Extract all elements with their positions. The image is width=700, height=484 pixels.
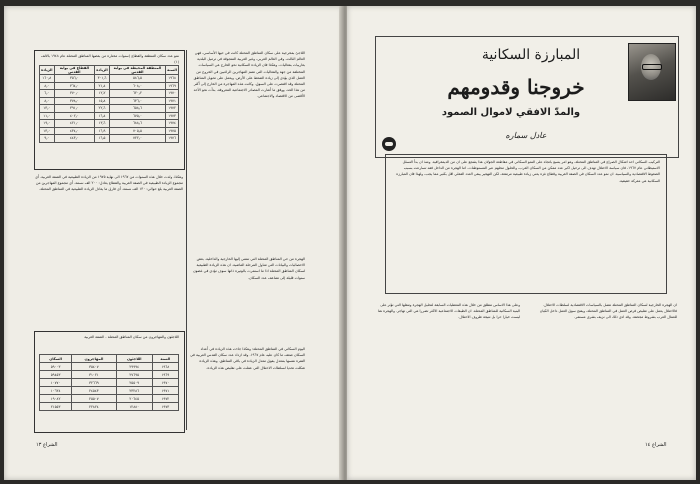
table-cell: ٥٩٤٥٣ xyxy=(40,371,72,379)
table-cell: ٧٠٥٫٥ xyxy=(109,127,165,135)
table-header-cell: الزيادة xyxy=(40,66,55,75)
table-row xyxy=(40,371,179,379)
table-cell: ١٥٫٨ xyxy=(95,97,109,105)
table-cell: ٦٢٠٫٢ xyxy=(109,90,165,98)
table-cell: ٦٥٨٫٦ xyxy=(109,105,165,113)
table-cell: ٤٣٤٫٠ xyxy=(54,127,95,135)
table-cell: ٤٠٢٫٠ xyxy=(54,112,95,120)
table-cell: ٢٤٥٤٣ xyxy=(72,387,117,395)
table-row xyxy=(40,395,179,403)
table-cell: ١١٫٠ xyxy=(40,112,55,120)
table-cell: ٣٢٦٦٩ xyxy=(72,379,117,387)
table-cell: ١٩٧٦ xyxy=(166,135,179,143)
population-table xyxy=(39,65,179,143)
table-cell: ١٦٫٥ xyxy=(95,135,109,143)
article-text-column: اللاجئ بمخرجية على سكان المناطق المحتلة كانت في حيها الأساسي، فهي العالم الثالث، وفي العالم العربي، وغير العربية المتجوقة في ترميل البلدية بغاربيات بفعاليات. وهكذا فان الزيادة السكانية نحو الخارج هي السياسات المختلفة من جهة والفعاليات التي تضم المهاجرين الراغبين في الخروج من العمل الذي يؤدي إلى زيادة الضغط على الأرض. ويعمل على تحويل المناطق المحتلة وقد اقتصرت على السوق. وكانت هذه المهاجرة من الخارج إلى أكثر من هذا الحد، ووفق ما أشارت المصادر الاجتماعية المعروفة، بدأت نحو الأحد الأقصى من الاقتصاد والاجتماعي. xyxy=(193,51,305,99)
table-cell: ٨٫٠ xyxy=(40,97,55,105)
table-header-cell: المهاجرون xyxy=(72,355,117,363)
article-subtitle: والمدّ الافقي لاموال الصمود xyxy=(441,107,581,118)
population-table-box xyxy=(34,50,185,170)
table-cell: ٢٥٥٠٩ xyxy=(116,379,152,387)
table-header-cell: السنة xyxy=(152,355,178,363)
table-row xyxy=(40,105,179,113)
table-header-cell: الزيادة xyxy=(95,66,109,75)
table-cell: ٣٩١٫٠ xyxy=(54,105,95,113)
table-row xyxy=(40,135,179,143)
right-page xyxy=(347,6,696,480)
table-cell: ٦٨٨٫٦ xyxy=(109,120,165,128)
table-header-cell: المنطقة المحيطة في بوابة القدس xyxy=(109,66,165,75)
table-row xyxy=(40,403,179,411)
table-cell: ١٩٧٤ xyxy=(166,120,179,128)
table-cell: ٩٫٠ xyxy=(40,135,55,143)
table-cell: ١٩٧١ xyxy=(166,97,179,105)
column-divider xyxy=(186,50,187,430)
table-cell: ٢١٫٤ xyxy=(95,82,109,90)
table-header-cell: القطاع في بوابة القدس xyxy=(54,66,95,75)
table-cell: ١٣٫٦ xyxy=(95,120,109,128)
table-cell: ١٦٫٩ xyxy=(95,127,109,135)
table-row xyxy=(40,387,179,395)
table-cell: ٢١٥٥٣ xyxy=(40,403,72,411)
table-cell: ١٦٠٫٨ xyxy=(40,75,55,83)
article-text-column: وعلى هذا الاساس تنطلق من خلال هذه المعطيات السابقة لتحليل الهجرة وتنقلها التي تؤثر على البنية السكانية للمناطق المحتلة. ان الطبقات الاجتماعية الاكثر تضررا هي التي تهاجر. والهجرة هنا ليست خيارا حرا بل نتيجة ظروف الاحتلال. xyxy=(377,303,520,320)
table-cell: ٢٢٫٦ xyxy=(95,105,109,113)
table-cell: ١٩٧٢ xyxy=(152,395,178,403)
table-cell: ١٦٫٤ xyxy=(95,112,109,120)
refugees-table xyxy=(39,354,179,411)
table-cell: ٣٥٦٫٠ xyxy=(54,75,95,83)
table-cell: ٦٠٨٫٠ xyxy=(109,82,165,90)
table-cell: ٣٥٤٠٧ xyxy=(72,363,117,371)
table-cell: ١٩٧١ xyxy=(152,387,178,395)
table-cell: ١٩٧٥ xyxy=(166,127,179,135)
table-cell: ١٩٧٠ xyxy=(152,379,178,387)
table-row xyxy=(40,97,179,105)
page-number: الشراع ١٣ xyxy=(36,442,58,448)
table-cell: ١٣٫٠ xyxy=(40,127,55,135)
table-cell: ١٠٧٧٠ xyxy=(40,379,72,387)
table-cell: ٦٫٠ xyxy=(40,90,55,98)
table-row xyxy=(40,379,179,387)
table-row xyxy=(40,112,179,120)
table-row xyxy=(40,363,179,371)
table-cell: ٨٫٠ xyxy=(40,82,55,90)
table-cell: ٦٧٥٫٠ xyxy=(109,112,165,120)
table-cell: ٢٠٦٤٥ xyxy=(116,395,152,403)
page-number: الشراع ١٤ xyxy=(645,442,667,448)
article-intro: التركيب السكاني احد اشكال الصراع في المناطق المحتلة، وهو امر يتسع باتجاه على النمو السكاني في مقاطعة الجولان هذا يشجع على ان من الديمغرافية. ومنذ ان بدأ التسلل الاستيطاني عام ١٩٦٧، فان سياسة الاحتلال تهدف الى ترحيل اكبر عدد ممكن من السكان العرب، والحلول محلهم عبر المستوطنات. اما الهجرة من الداخل فقد تسارعت بسبب الضغوط الاقتصادية والسياسية. ان نمو عدد السكان في الضفة الغربية وقطاع غزة يعني زيادة طبيعية مرتفعة، لكن التهجير يبقي العدد الفعلي اقل بكثير مما يجب، ولهذا فان المبارزة السكانية هي معركة حقيقية. xyxy=(385,154,667,294)
article-text-column: وهكذا، ولدت خلال هذه السنوات من ١٩٦٧ الى نهاية ١٩٧٥ من الزيادة الطبيعية في الضفة الغربية. أي مجموع الزيادة الطبيعية في الضفة الغربية والقطاع يعادل: ٢٠٠ الف نسمة. أي مجموع المهاجرين من الضفة الغربية بلغ حوالي: ١٣٠ الف نسمة. أي فارق ما يعادل الزيادة الطبيعية في المناطق المحتلة. xyxy=(35,175,183,192)
table-cell: ٣١٠٢١ xyxy=(72,371,117,379)
table-cell: ١٩٦٨ xyxy=(166,75,179,83)
table-row xyxy=(40,90,179,98)
article-header xyxy=(375,36,679,158)
table-cell: ١٩٫٠ xyxy=(40,120,55,128)
table-cell: ١٩٦٩ xyxy=(152,371,178,379)
table-cell: ٤٢١٫٠ xyxy=(54,120,95,128)
table-cell: ٢٥٥٠٧ xyxy=(72,395,117,403)
table-cell: ٢٢٨٢٤ xyxy=(72,403,117,411)
table-cell: ٦٣٦٫٠ xyxy=(109,97,165,105)
author-photo xyxy=(628,43,676,101)
table-cell: ١٩٠٨٢ xyxy=(40,395,72,403)
table-cell: ٣٧٠٫٠ xyxy=(54,90,95,98)
table-cell: ١٩٦٨ xyxy=(152,363,178,371)
table-cell: ٢٣٢٨٦ xyxy=(116,387,152,395)
table-cell: ١٠٦٣٤ xyxy=(40,387,72,395)
table-cell: ١٩٧٣ xyxy=(166,112,179,120)
magazine-spread xyxy=(4,6,696,480)
table-cell: ٧٢٢٫٠ xyxy=(109,135,165,143)
article-text-column: ان الهجرة الخارجية لسكان المناطق المحتلة تتصل بالسياسات الاقتصادية لسلطات الاحتلال. فالاحتلال يعمل على تقليص فرص العمل في المناطق المحتلة، ويفتح سوق العمل داخل الكيان للعمال العرب بشروط مجحفة. وقد ادى ذلك الى نزيف بشري مستمر. xyxy=(539,303,677,320)
table-header-cell: اللاجئون xyxy=(116,355,152,363)
table-row xyxy=(40,127,179,135)
table-cell: ٥٩٠٠٣ xyxy=(40,363,72,371)
article-title: خروجنا وقدومهم xyxy=(447,75,585,99)
table-cell: ١٢٨٨٠ xyxy=(116,403,152,411)
table-cell: ١٩٧٢ xyxy=(166,105,179,113)
table-cell: ٥٨٦٫٥ xyxy=(109,75,165,83)
magazine-logo-icon xyxy=(382,137,396,151)
table-header-cell: السنة xyxy=(166,66,179,75)
table-cell: ٢٧٦٩٥ xyxy=(116,371,152,379)
table-cell: ٣٦٤٫٠ xyxy=(54,82,95,90)
table-row xyxy=(40,82,179,90)
table-row xyxy=(40,120,179,128)
left-page xyxy=(4,6,343,480)
table-cell: ٤٤٣٫٠ xyxy=(54,135,95,143)
table-cell: ١٢٫٢ xyxy=(95,90,109,98)
article-text-column: اليوم السكاني في المناطق المحتلة: وهكذا جاءت هذه الزيادة في أعداد السكان ضعف ما كان عليه عام ١٩٦٧. وقد ازداد عدد سكان القدس العربية في الفترة نفسها بمعدل يفوق معدل الزيادة في باقي المناطق. وهذه الزيادة شكلت تحديا لسلطات الاحتلال التي عملت على تقليص هذه الزيادة. xyxy=(190,347,305,370)
table-caption: نمو عدد سكان المنطقة والقطاع (سنوات مختارة من بعضها المناطق المحتلة عام ١٩٤٨ بالالف (١) xyxy=(40,54,179,65)
table-row xyxy=(40,75,179,83)
table-cell: ٢٩٩٩٤ xyxy=(116,363,152,371)
table-cell: ١٣٫٠ xyxy=(40,105,55,113)
table-cell: ٣٧٨٫٠ xyxy=(54,97,95,105)
table-caption: اللاجئون والمهاجرون من سكان المناطق المحتلة - الضفة الغربية xyxy=(84,335,179,339)
table-header-cell: السكان xyxy=(40,355,72,363)
table-cell: ٣٠١٫٦ xyxy=(95,75,109,83)
article-kicker: المبارزة السكانية xyxy=(481,47,581,63)
author-byline: عادل سماره xyxy=(505,131,547,140)
table-cell: ١٩٧٠ xyxy=(166,90,179,98)
article-text-column: الهجرة من حي المناطق المحتلة التي تنتمي إليها الخارجية والداخلية. بعض الاحصائيات والبيانات التي تتناول المرحلة الماضية. ان هذه الزيادة الطبيعية لسكان المناطق المحتلة اذا ما استمرت بالوتيرة ذاتها سوف تؤدي في غضون سنوات قليلة إلى تضاعف عدد السكان. xyxy=(192,257,305,280)
table-cell: ١٩٦٩ xyxy=(166,82,179,90)
table-cell: ١٩٧٣ xyxy=(152,403,178,411)
refugees-table-box xyxy=(34,331,185,433)
